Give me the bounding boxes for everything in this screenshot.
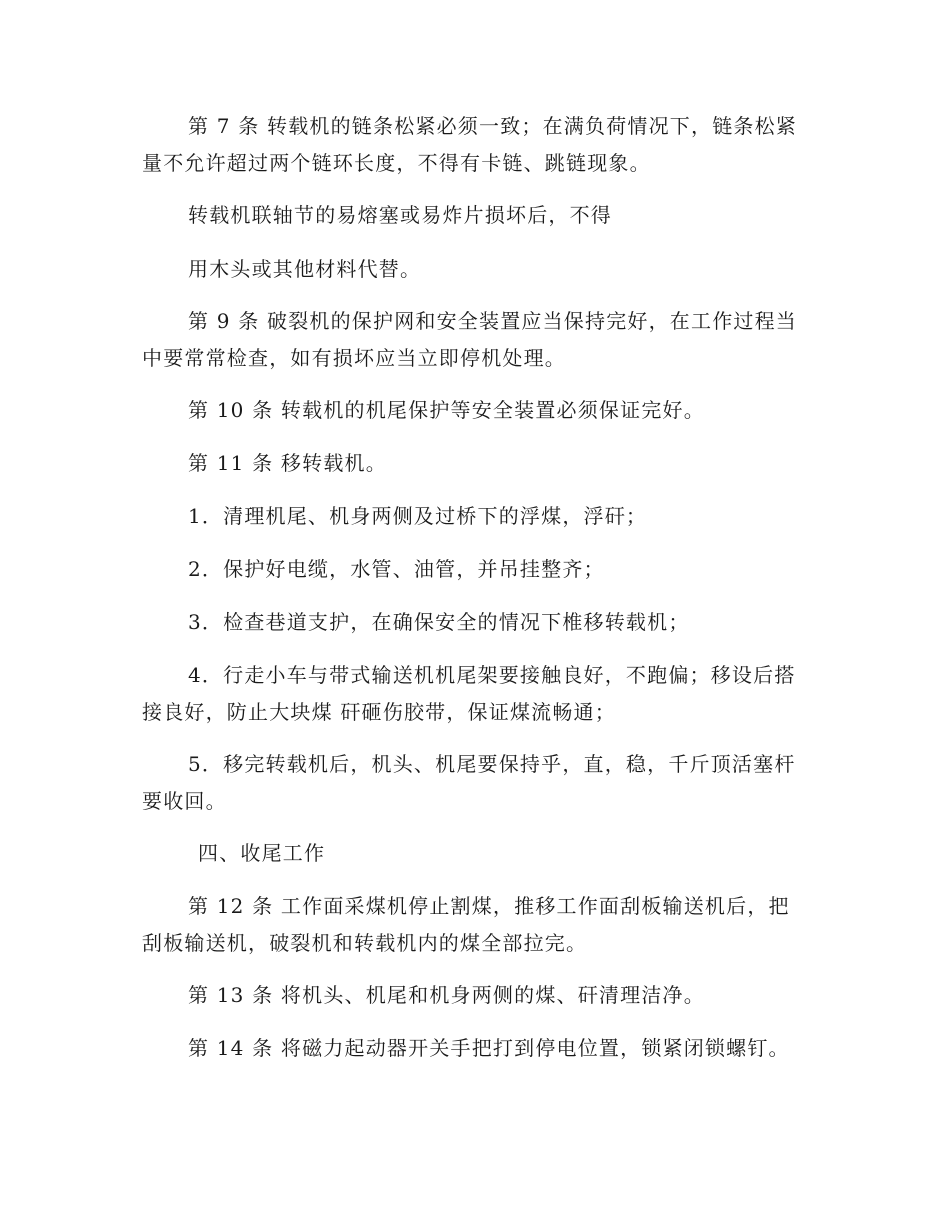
text-line: 第 10 条 转载机的机尾保护等安全装置必须保证完好。	[188, 398, 705, 422]
coupling-paragraph	[142, 197, 812, 234]
text-line: 接良好，防止大块煤 矸砸伤胶带，保证煤流畅通；	[142, 700, 616, 724]
text-line: 刮板输送机，破裂机和转载机内的煤全部拉完。	[142, 931, 588, 955]
text-line: 中要常常检查，如有损坏应当立即停机处理。	[142, 346, 566, 370]
text-line: 2．保护好电缆，水管、油管，并吊挂整齐；	[188, 557, 605, 581]
text-line: 要收回。	[142, 789, 227, 813]
article-11	[142, 445, 812, 482]
article-9	[142, 303, 812, 377]
list-item-5	[142, 746, 812, 820]
text-line: 4．行走小车与带式输送机机尾架要接触良好，不跑偏；移设后搭	[188, 663, 796, 687]
text-line: 量不允许超过两个链环长度，不得有卡链、跳链现象。	[142, 151, 651, 175]
article-10	[142, 392, 812, 429]
list-item-2	[142, 551, 812, 588]
text-line: 转载机联轴节的易熔塞或易炸片损坏后，不得	[188, 203, 612, 227]
text-line: 四、收尾工作	[198, 841, 326, 865]
article-7	[142, 108, 812, 182]
list-item-3	[142, 604, 812, 641]
text-line: 第 9 条 破裂机的保护网和安全装置应当保持完好，在工作过程当	[188, 309, 797, 333]
list-item-4	[142, 657, 812, 731]
text-line: 第 7 条 转载机的链条松紧必须一致；在满负荷情况下，链条松紧	[188, 114, 797, 138]
text-line: 第 11 条 移转载机。	[188, 451, 387, 475]
text-line: 5．移完转载机后，机头、机尾要保持乎，直，稳，千斤顶活塞杆	[188, 752, 796, 776]
text-line: 用木头或其他材料代替。	[188, 257, 422, 281]
text-line: 第 13 条 将机头、机尾和机身两侧的煤、矸清理洁净。	[188, 983, 705, 1007]
text-line: 第 14 条 将磁力起动器开关手把打到停电位置，锁紧闭锁螺钉。	[188, 1036, 790, 1060]
article-14	[142, 1030, 812, 1067]
section-heading	[142, 835, 812, 872]
text-line: 1．清理机尾、机身两侧及过桥下的浮煤，浮矸；	[188, 504, 648, 528]
text-line: 第 12 条 工作面采煤机停止割煤，推移工作面刮板输送机后，把	[188, 894, 790, 918]
article-13	[142, 977, 812, 1014]
coupling-paragraph-continued	[142, 251, 812, 288]
list-item-1	[142, 498, 812, 535]
text-line: 3．检查巷道支护，在确保安全的情况下椎移转载机；	[188, 610, 690, 634]
article-12	[142, 888, 812, 962]
